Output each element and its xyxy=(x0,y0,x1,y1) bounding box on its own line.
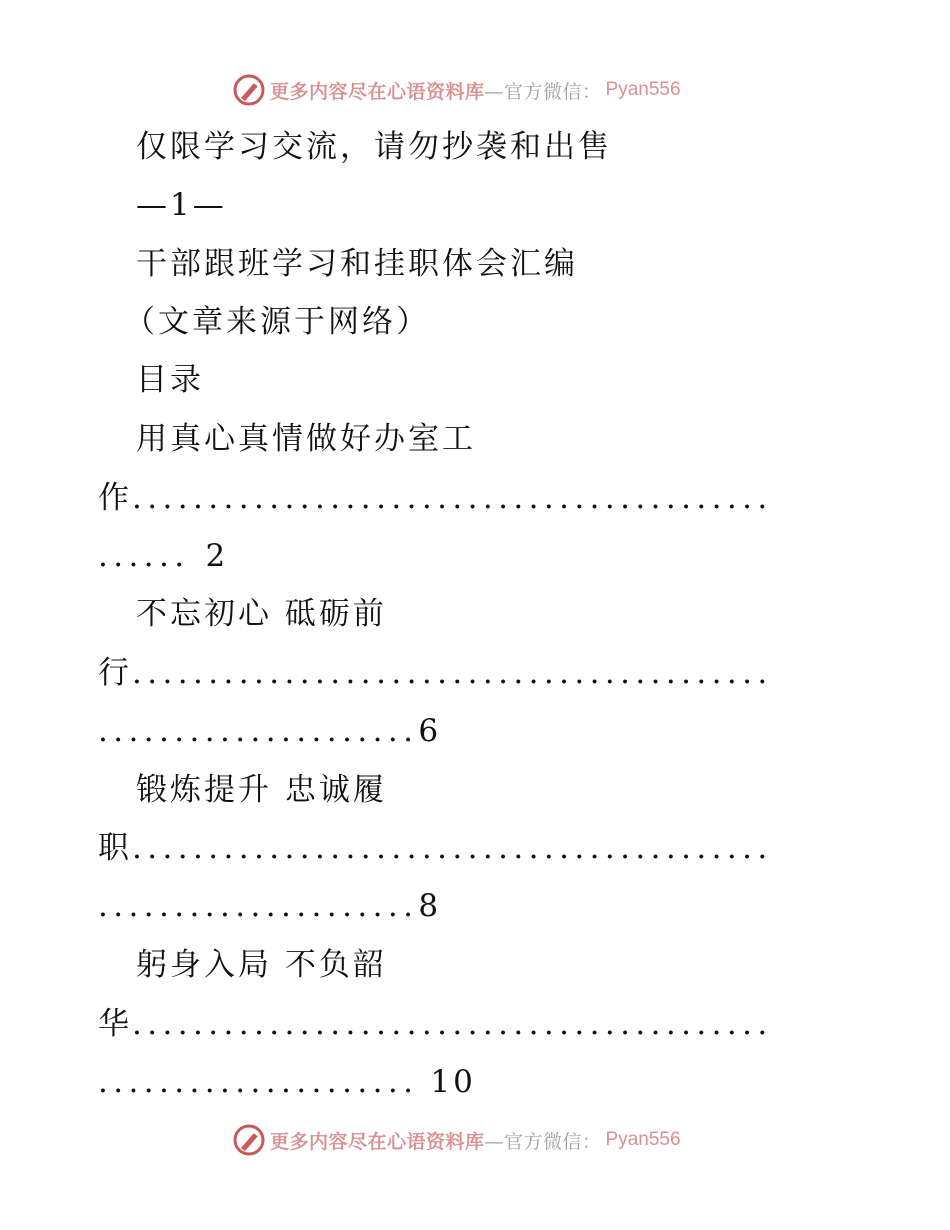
toc-item-4-leader[interactable] xyxy=(98,1004,773,1044)
toc-item-2-page: 6 xyxy=(418,713,442,749)
notice-line: 仅限学习交流，请勿抄袭和出售 xyxy=(136,129,612,165)
watermark-main-text: 更多内容尽在心语资料库 xyxy=(270,80,485,103)
footer-watermark xyxy=(232,1122,681,1158)
toc-item-4-dots-2: ..................... xyxy=(98,1064,419,1100)
toc-item-3-page: 8 xyxy=(418,888,442,924)
watermark-main-text: 更多内容尽在心语资料库 xyxy=(270,1130,485,1153)
page-number: —1— xyxy=(136,187,227,223)
pen-logo-icon xyxy=(232,73,266,107)
document-title: 干部跟班学习和挂职体会汇编 xyxy=(136,246,578,282)
toc-item-1-dots-2: ...... xyxy=(98,538,190,574)
toc-item-1-title[interactable]: 用真心真情做好办室工 xyxy=(136,421,476,457)
toc-item-3-dots-2: ..................... xyxy=(98,888,419,924)
toc-item-2-title[interactable]: 不忘初心 砥砺前 xyxy=(136,596,387,632)
pen-logo-icon xyxy=(232,1123,266,1157)
toc-item-3-title[interactable]: 锻炼提升 忠诚履 xyxy=(136,772,387,808)
toc-item-3-leader[interactable] xyxy=(98,828,773,868)
toc-item-2-dots: .......................................... xyxy=(132,655,773,691)
toc-item-1-leader[interactable] xyxy=(98,478,773,518)
document-source: （文章来源于网络） xyxy=(124,304,430,340)
toc-item-4-dots: .......................................... xyxy=(132,1006,773,1042)
toc-item-1-page: 2 xyxy=(205,538,229,574)
toc-item-4-tail: 华 xyxy=(98,1006,132,1042)
toc-item-1-page-line[interactable] xyxy=(98,536,228,576)
toc-item-2-tail: 行 xyxy=(98,655,132,691)
toc-item-1-tail: 作 xyxy=(98,480,132,516)
toc-item-1-dots: .......................................... xyxy=(132,480,773,516)
toc-heading: 目录 xyxy=(136,362,204,398)
watermark-id-text: Pyan556 xyxy=(605,1129,681,1150)
header-watermark xyxy=(232,72,681,108)
toc-item-4-page: 10 xyxy=(430,1064,476,1100)
toc-item-2-page-line[interactable] xyxy=(98,711,441,751)
watermark-separator-text: —官方微信： xyxy=(484,80,602,103)
watermark-separator-text: —官方微信： xyxy=(484,1130,602,1153)
watermark-id-text: Pyan556 xyxy=(605,79,681,100)
toc-item-4-title[interactable]: 躬身入局 不负韶 xyxy=(136,947,387,983)
toc-item-2-leader[interactable] xyxy=(98,653,773,693)
toc-item-3-page-line[interactable] xyxy=(98,886,441,926)
toc-item-4-page-line[interactable] xyxy=(98,1062,476,1102)
toc-item-3-dots: .......................................... xyxy=(132,830,773,866)
toc-item-3-tail: 职 xyxy=(98,830,132,866)
toc-item-2-dots-2: ..................... xyxy=(98,713,419,749)
